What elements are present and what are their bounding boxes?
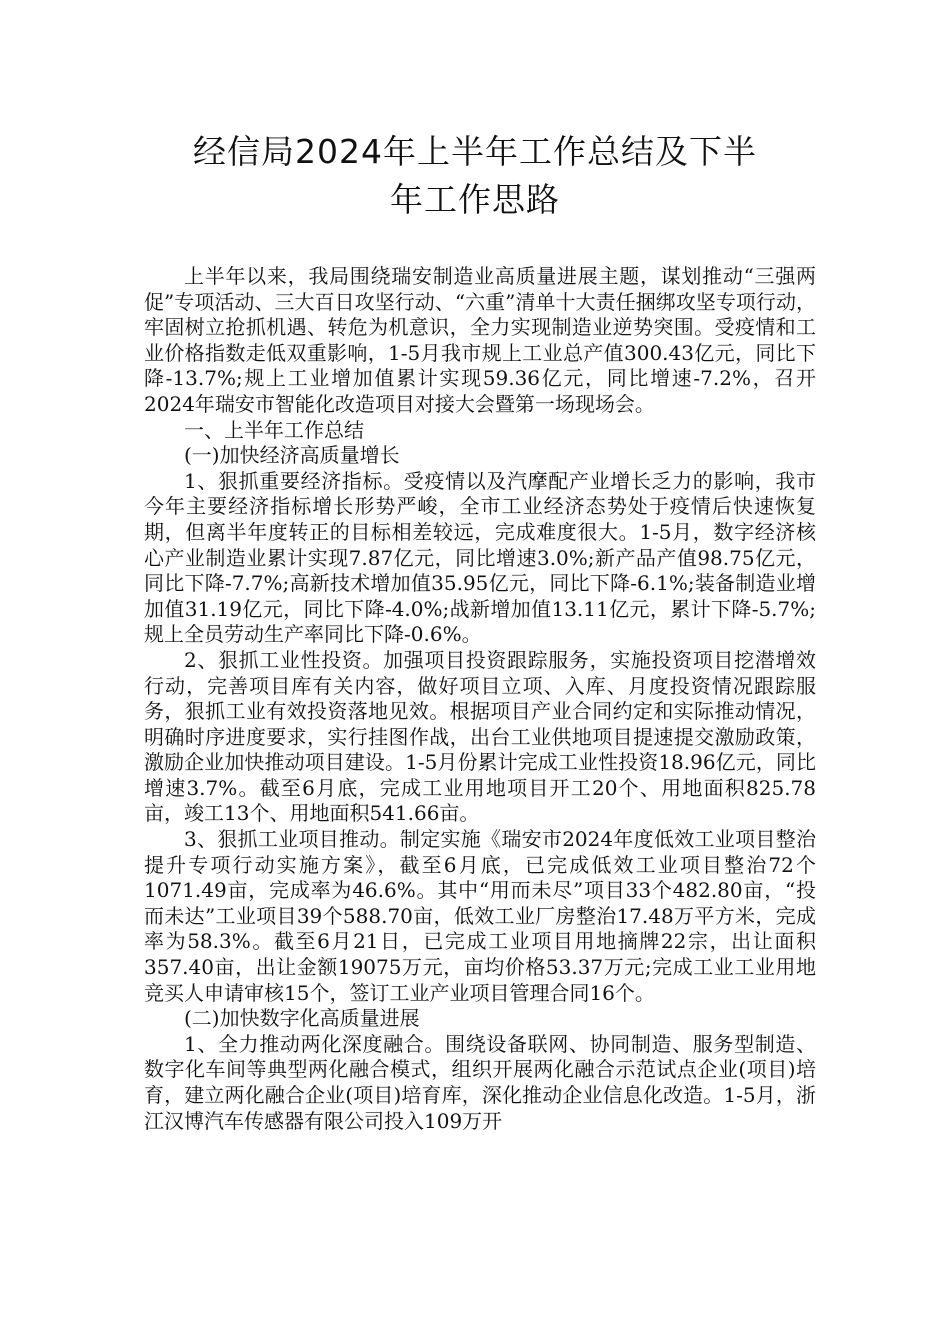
paragraph-economic-indicators: 1、狠抓重要经济指标。受疫情以及汽摩配产业增长乏力的影响，我市今年主要经济指标增长形势严峻，全市工业经济态势处于疫情后快速恢复期，但离半年度转正的目标相差较远，完成难度很大。1-5月，数字经济核心产业制造业累计实现7.87亿元，同比增速3.0%;新产品产值98.75亿元，同比下降-7.7%;高新技术增加值35.95亿元，同比下降-6.1%;装备制造业增加值31.19亿元，同比下降-4.0%;战新增加值13.11亿元，累计下降-5.7%;规上全员劳动生产率同比下降-0.6%。 xyxy=(144,468,816,647)
document-body xyxy=(144,264,816,1134)
paragraph-digital-integration: 1、全力推动两化深度融合。围绕设备联网、协同制造、服务型制造、数字化车间等典型两化融合模式，组织开展两化融合示范试点企业(项目)培育，建立两化融合企业(项目)培育库，深化推动企业信息化改造。1-5月，浙江汉博汽车传感器有限公司投入109万开 xyxy=(144,1031,816,1133)
paragraph-intro: 上半年以来，我局围绕瑞安制造业高质量进展主题，谋划推动“三强两促”专项活动、三大百日攻坚行动、“六重”清单十大责任捆绑攻坚专项行动，牢固树立抢抓机遇、转危为机意识，全力实现制造业逆势突围。受疫情和工业价格指数走低双重影响，1-5月我市规上工业总产值300.43亿元，同比下降-13.7%;规上工业增加值累计实现59.36亿元，同比增速-7.2%，召开2024年瑞安市智能化改造项目对接大会暨第一场现场会。 xyxy=(144,264,816,416)
section-heading-1: 一、上半年工作总结 xyxy=(184,417,364,442)
title-line-2: 年工作思路 xyxy=(390,180,560,219)
title-line-1: 经信局2024年上半年工作总结及下半 xyxy=(193,132,757,171)
subsection-heading-2: (二)加快数字化高质量进展 xyxy=(184,1006,420,1031)
paragraph-industrial-projects: 3、狠抓工业项目推动。制定实施《瑞安市2024年度低效工业项目整治提升专项行动实施方案》，截至6月底，已完成低效工业项目整治72个1071.49亩，完成率为46.6%。其中“用而未尽”项目33个482.80亩，“投而未达”工业项目39个588.70亩，低效工业厂房整治17.48万平方米，完成率为58.3%。截至6月21日，已完成工业项目用地摘牌22宗，出让面积357.40亩，出让金额19075万元，亩均价格53.37万元;完成工业工业用地竞买人申请审核15个，签订工业产业项目管理合同16个。 xyxy=(144,827,816,1005)
subsection-heading-1: (一)加快经济高质量增长 xyxy=(184,443,400,468)
page-title xyxy=(100,128,850,224)
paragraph-industrial-investment: 2、狠抓工业性投资。加强项目投资跟踪服务，实施投资项目挖潜增效行动，完善项目库有关内容，做好项目立项、入库、月度投资情况跟踪服务，狠抓工业有效投资落地见效。根据项目产业合同约定和实际推动情况，明确时序进度要求，实行挂图作战，出台工业供地项目提速提交激励政策，激励企业加快推动项目建设。1-5月份累计完成工业性投资18.96亿元，同比增速3.7%。截至6月底，完成工业用地项目开工20个、用地面积825.78亩，竣工13个、用地面积541.66亩。 xyxy=(144,647,816,826)
